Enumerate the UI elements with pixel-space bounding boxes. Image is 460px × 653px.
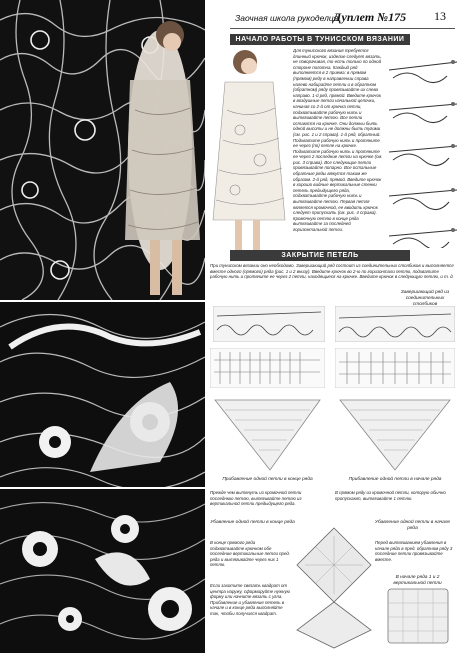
decrease-end-caption: Убавление одной петли в конце ряда <box>210 520 295 525</box>
increase-end-text: Прежде чем вытянуть из кромочной петли последнюю петлю, вытягивайте петлю из вертикальной петли предыдущего ряда. <box>210 490 302 507</box>
square-instruction-text: Если захотите связать квадрат от центра наружу, сформируйте нужную форму или начните вязать с угла. Прибавление и убавление петель в начале и в конце ряда выполняйте так, чтобы получился квадрат. <box>210 583 290 616</box>
increase-start-text: В прямом ряду из кромочной петли, которую обычно пропускают, вытягивайте 1 петлю. <box>335 490 446 501</box>
decrease-end-text: В конце прямого ряда подхватывайте крючком обе последние вертикальные петли пред. ряда и вытягивайте через них 1 петлю. <box>210 540 290 568</box>
closing-diagram-1 <box>213 306 325 342</box>
lace-photo-closeup-2 <box>0 487 205 653</box>
increase-end-caption: Прибавление одной петли в конце ряда <box>222 477 313 482</box>
closing-diagram-2 <box>335 306 455 342</box>
decrease-start-caption: Убавление одной петли в начале ряда <box>374 520 451 531</box>
swatch-increase-end <box>210 348 325 388</box>
triangle-swatch-left <box>210 395 325 475</box>
swatch-increase-start <box>335 348 455 388</box>
page-header <box>205 9 460 27</box>
lace-photo-strip <box>0 0 205 653</box>
closing-text: При тунисском вязании оно необходимо. Завершающий ряд состоит из соединительных столбиков и выполняется вместе одного (прямого) ряда (рис. 1 и 2 внизу). Введите крючок во 2-ю по горизонтали петлю, подхватите рабочую нить и протяните ее через 2 петли, находящиеся на крючке. Введите крючок в следующую петлю, и т. д. <box>210 263 454 280</box>
lace-photo-closeup-1 <box>0 300 205 487</box>
diamond-swatch-bottom <box>295 600 373 650</box>
magazine-title: Дуплет №175 <box>333 10 407 24</box>
model-figure <box>205 40 293 255</box>
square-swatch <box>380 585 455 647</box>
edge-caption: Завершающий ряд из соединительных столбиков <box>400 290 450 307</box>
instruction-page <box>205 0 460 653</box>
intro-text: Для тунисского вязания требуется длинный крючок, изделие следует вязать, не поворачивая, то есть только по одной стороне полотна. Каждый ряд выполняется в 2 приема: в прямом (прямом) ряду в направлении справа налево набирайте петли и в обратном (обратном) ряду провязывайте их слева направо. 1-й ряд, прямой. Введите крючок в воздушные петли начальной цепочки, начиная со 2-й от крючка петли, подхватывайте рабочую нить и вытягивайте петлю. Все петли остаются на крючке. Они должны быть одной высоты и не должны быть тугими (см. рис. 1 и 2 справа). 1-й ряд, обратный. Подхватите рабочую нить и протяните ее через (по) петле на крючке. Подхватите рабочую нить и протяните ее через 2 последние петли на крючке (см. рис. 3 справа). Все следующие петли провязывайте попарно. Все остальные обратные ряды вяжутся таким же образом. 2-й ряд, прямой. Введите крючок в хорошо видные вертикальные стенки петель предыдущего ряда, подхватывайте рабочую нить и вытягивайте петлю. Первая петля является кромочной, ее вводить крючок следует пропускать (см. рис. 4 справа). Кромочную петлю в конце ряда вытягивайте за последней горизонтальной петли. <box>293 48 383 232</box>
school-title: Заочная школа рукоделия <box>235 13 339 23</box>
diamond-swatch-top <box>295 526 373 604</box>
lace-photo-model <box>0 0 205 300</box>
decrease-start-text: Перед вытягиванием убавления в начале ряда в пред. обратном ряду 3 последние петли провязывайте вместе. <box>375 540 453 562</box>
square-swatch-caption: В начале ряда 1 и 2 вертикальной петли <box>393 575 442 586</box>
triangle-swatch-right <box>335 395 455 475</box>
hook-illustrations <box>387 48 459 248</box>
increase-start-caption: Прибавление одной петли в начале ряда <box>348 477 442 482</box>
section-title-closing: ЗАКРЫТИЕ ПЕТЕЛЬ <box>230 250 410 261</box>
page-number: 13 <box>434 9 446 23</box>
section-title-start: НАЧАЛО РАБОТЫ В ТУНИССКОМ ВЯЗАНИИ <box>230 34 410 45</box>
header-rule <box>230 28 455 29</box>
